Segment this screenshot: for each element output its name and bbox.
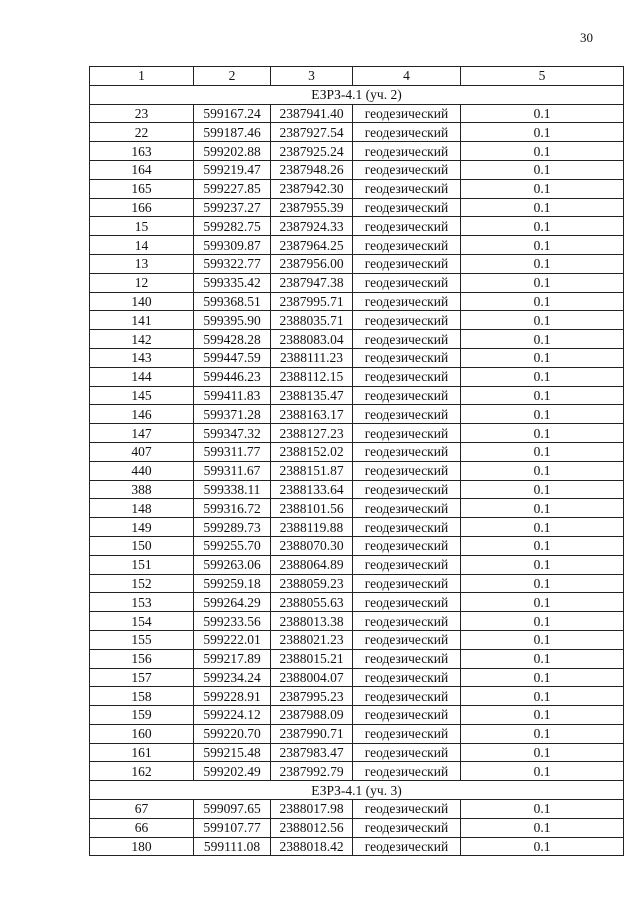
coordinate-y: 2388101.56 bbox=[271, 499, 353, 518]
method: геодезический bbox=[353, 292, 461, 311]
method: геодезический bbox=[353, 367, 461, 386]
point-number: 23 bbox=[90, 104, 194, 123]
coordinate-x: 599187.46 bbox=[194, 123, 271, 142]
table-row bbox=[90, 367, 624, 386]
coordinate-y: 2388163.17 bbox=[271, 405, 353, 424]
method: геодезический bbox=[353, 311, 461, 330]
coordinate-x: 599167.24 bbox=[194, 104, 271, 123]
page-number: 30 bbox=[580, 30, 593, 45]
table-row bbox=[90, 499, 624, 518]
coordinate-x: 599219.47 bbox=[194, 160, 271, 179]
accuracy: 0.1 bbox=[461, 198, 624, 217]
coordinate-y: 2388035.71 bbox=[271, 311, 353, 330]
table-row bbox=[90, 762, 624, 781]
section-title-row bbox=[90, 781, 624, 800]
accuracy: 0.1 bbox=[461, 311, 624, 330]
coordinate-x: 599338.11 bbox=[194, 480, 271, 499]
coordinate-x: 599311.67 bbox=[194, 461, 271, 480]
coordinate-y: 2388152.02 bbox=[271, 442, 353, 461]
point-number: 165 bbox=[90, 179, 194, 198]
section-title: ЕЗРЗ-4.1 (уч. 3) bbox=[90, 781, 624, 800]
accuracy: 0.1 bbox=[461, 236, 624, 255]
table-row bbox=[90, 724, 624, 743]
table-row bbox=[90, 311, 624, 330]
method: геодезический bbox=[353, 762, 461, 781]
accuracy: 0.1 bbox=[461, 612, 624, 631]
coordinate-x: 599228.91 bbox=[194, 687, 271, 706]
accuracy: 0.1 bbox=[461, 254, 624, 273]
point-number: 66 bbox=[90, 818, 194, 837]
table-row bbox=[90, 160, 624, 179]
point-number: 152 bbox=[90, 574, 194, 593]
coordinate-y: 2387995.23 bbox=[271, 687, 353, 706]
coordinate-x: 599316.72 bbox=[194, 499, 271, 518]
point-number: 154 bbox=[90, 612, 194, 631]
coordinate-y: 2387948.26 bbox=[271, 160, 353, 179]
column-header: 1 bbox=[90, 67, 194, 86]
coordinate-y: 2387947.38 bbox=[271, 273, 353, 292]
coordinate-y: 2388111.23 bbox=[271, 348, 353, 367]
coordinate-x: 599107.77 bbox=[194, 818, 271, 837]
method: геодезический bbox=[353, 386, 461, 405]
point-number: 157 bbox=[90, 668, 194, 687]
accuracy: 0.1 bbox=[461, 405, 624, 424]
method: геодезический bbox=[353, 348, 461, 367]
table-row bbox=[90, 273, 624, 292]
accuracy: 0.1 bbox=[461, 330, 624, 349]
method: геодезический bbox=[353, 536, 461, 555]
method: геодезический bbox=[353, 123, 461, 142]
table-row bbox=[90, 179, 624, 198]
method: геодезический bbox=[353, 480, 461, 499]
point-number: 141 bbox=[90, 311, 194, 330]
section-title: ЕЗРЗ-4.1 (уч. 2) bbox=[90, 85, 624, 104]
method: геодезический bbox=[353, 236, 461, 255]
table-row bbox=[90, 254, 624, 273]
header-row bbox=[90, 67, 624, 86]
method: геодезический bbox=[353, 593, 461, 612]
coordinate-x: 599428.28 bbox=[194, 330, 271, 349]
method: геодезический bbox=[353, 254, 461, 273]
accuracy: 0.1 bbox=[461, 687, 624, 706]
table-row bbox=[90, 800, 624, 819]
accuracy: 0.1 bbox=[461, 273, 624, 292]
table-row bbox=[90, 198, 624, 217]
coordinate-y: 2388151.87 bbox=[271, 461, 353, 480]
accuracy: 0.1 bbox=[461, 348, 624, 367]
point-number: 155 bbox=[90, 630, 194, 649]
coordinate-y: 2387924.33 bbox=[271, 217, 353, 236]
coordinate-y: 2388070.30 bbox=[271, 536, 353, 555]
point-number: 166 bbox=[90, 198, 194, 217]
method: геодезический bbox=[353, 518, 461, 537]
coordinate-y: 2387995.71 bbox=[271, 292, 353, 311]
coordinate-x: 599217.89 bbox=[194, 649, 271, 668]
accuracy: 0.1 bbox=[461, 724, 624, 743]
coordinate-y: 2388112.15 bbox=[271, 367, 353, 386]
point-number: 153 bbox=[90, 593, 194, 612]
table-row bbox=[90, 593, 624, 612]
coordinate-x: 599220.70 bbox=[194, 724, 271, 743]
method: геодезический bbox=[353, 837, 461, 856]
coordinate-y: 2388059.23 bbox=[271, 574, 353, 593]
method: геодезический bbox=[353, 574, 461, 593]
accuracy: 0.1 bbox=[461, 555, 624, 574]
coordinate-y: 2388021.23 bbox=[271, 630, 353, 649]
column-header: 5 bbox=[461, 67, 624, 86]
coordinate-y: 2387983.47 bbox=[271, 743, 353, 762]
point-number: 149 bbox=[90, 518, 194, 537]
table-row bbox=[90, 424, 624, 443]
point-number: 143 bbox=[90, 348, 194, 367]
table-row bbox=[90, 518, 624, 537]
coordinate-y: 2388119.88 bbox=[271, 518, 353, 537]
method: геодезический bbox=[353, 612, 461, 631]
coordinate-x: 599335.42 bbox=[194, 273, 271, 292]
coordinate-y: 2388013.38 bbox=[271, 612, 353, 631]
point-number: 15 bbox=[90, 217, 194, 236]
table-row bbox=[90, 818, 624, 837]
table-row bbox=[90, 348, 624, 367]
column-header: 2 bbox=[194, 67, 271, 86]
accuracy: 0.1 bbox=[461, 461, 624, 480]
accuracy: 0.1 bbox=[461, 574, 624, 593]
point-number: 162 bbox=[90, 762, 194, 781]
method: геодезический bbox=[353, 424, 461, 443]
accuracy: 0.1 bbox=[461, 706, 624, 725]
coordinate-y: 2388064.89 bbox=[271, 555, 353, 574]
table-row bbox=[90, 574, 624, 593]
accuracy: 0.1 bbox=[461, 179, 624, 198]
column-header: 4 bbox=[353, 67, 461, 86]
accuracy: 0.1 bbox=[461, 837, 624, 856]
point-number: 161 bbox=[90, 743, 194, 762]
point-number: 13 bbox=[90, 254, 194, 273]
table-row bbox=[90, 123, 624, 142]
table-row bbox=[90, 480, 624, 499]
point-number: 150 bbox=[90, 536, 194, 555]
coordinate-x: 599202.49 bbox=[194, 762, 271, 781]
coordinate-y: 2387955.39 bbox=[271, 198, 353, 217]
accuracy: 0.1 bbox=[461, 762, 624, 781]
coordinate-x: 599234.24 bbox=[194, 668, 271, 687]
coordinate-x: 599111.08 bbox=[194, 837, 271, 856]
method: геодезический bbox=[353, 668, 461, 687]
method: геодезический bbox=[353, 687, 461, 706]
table-row bbox=[90, 668, 624, 687]
coordinate-x: 599309.87 bbox=[194, 236, 271, 255]
accuracy: 0.1 bbox=[461, 142, 624, 161]
coordinate-y: 2388017.98 bbox=[271, 800, 353, 819]
coordinate-y: 2388133.64 bbox=[271, 480, 353, 499]
table-body bbox=[90, 85, 624, 856]
table-row bbox=[90, 743, 624, 762]
coordinate-y: 2387964.25 bbox=[271, 236, 353, 255]
section-title-row bbox=[90, 85, 624, 104]
coordinate-x: 599371.28 bbox=[194, 405, 271, 424]
table-row bbox=[90, 461, 624, 480]
point-number: 144 bbox=[90, 367, 194, 386]
accuracy: 0.1 bbox=[461, 217, 624, 236]
coordinate-y: 2387992.79 bbox=[271, 762, 353, 781]
table-row bbox=[90, 217, 624, 236]
point-number: 158 bbox=[90, 687, 194, 706]
table-row bbox=[90, 142, 624, 161]
method: геодезический bbox=[353, 330, 461, 349]
accuracy: 0.1 bbox=[461, 630, 624, 649]
table-row bbox=[90, 630, 624, 649]
point-number: 156 bbox=[90, 649, 194, 668]
table-row bbox=[90, 612, 624, 631]
coordinate-y: 2388015.21 bbox=[271, 649, 353, 668]
accuracy: 0.1 bbox=[461, 743, 624, 762]
point-number: 440 bbox=[90, 461, 194, 480]
accuracy: 0.1 bbox=[461, 480, 624, 499]
accuracy: 0.1 bbox=[461, 386, 624, 405]
coordinate-x: 599411.83 bbox=[194, 386, 271, 405]
point-number: 22 bbox=[90, 123, 194, 142]
point-number: 146 bbox=[90, 405, 194, 424]
point-number: 180 bbox=[90, 837, 194, 856]
method: геодезический bbox=[353, 724, 461, 743]
coordinate-y: 2388135.47 bbox=[271, 386, 353, 405]
table-row bbox=[90, 555, 624, 574]
coordinate-x: 599289.73 bbox=[194, 518, 271, 537]
point-number: 147 bbox=[90, 424, 194, 443]
point-number: 164 bbox=[90, 160, 194, 179]
coordinate-y: 2388055.63 bbox=[271, 593, 353, 612]
coordinate-y: 2387956.00 bbox=[271, 254, 353, 273]
coordinate-y: 2387990.71 bbox=[271, 724, 353, 743]
coordinate-y: 2388018.42 bbox=[271, 837, 353, 856]
coordinate-x: 599097.65 bbox=[194, 800, 271, 819]
accuracy: 0.1 bbox=[461, 593, 624, 612]
point-number: 140 bbox=[90, 292, 194, 311]
coordinate-x: 599282.75 bbox=[194, 217, 271, 236]
method: геодезический bbox=[353, 179, 461, 198]
method: геодезический bbox=[353, 818, 461, 837]
coordinate-x: 599202.88 bbox=[194, 142, 271, 161]
accuracy: 0.1 bbox=[461, 518, 624, 537]
method: геодезический bbox=[353, 104, 461, 123]
coordinate-x: 599222.01 bbox=[194, 630, 271, 649]
coordinate-y: 2387941.40 bbox=[271, 104, 353, 123]
method: геодезический bbox=[353, 555, 461, 574]
coordinate-x: 599368.51 bbox=[194, 292, 271, 311]
point-number: 14 bbox=[90, 236, 194, 255]
accuracy: 0.1 bbox=[461, 536, 624, 555]
coordinate-x: 599233.56 bbox=[194, 612, 271, 631]
coordinate-y: 2388127.23 bbox=[271, 424, 353, 443]
accuracy: 0.1 bbox=[461, 424, 624, 443]
table-row bbox=[90, 706, 624, 725]
coordinate-y: 2388004.07 bbox=[271, 668, 353, 687]
coordinate-y: 2387925.24 bbox=[271, 142, 353, 161]
accuracy: 0.1 bbox=[461, 160, 624, 179]
table-row bbox=[90, 386, 624, 405]
coordinate-x: 599395.90 bbox=[194, 311, 271, 330]
method: геодезический bbox=[353, 442, 461, 461]
point-number: 163 bbox=[90, 142, 194, 161]
method: геодезический bbox=[353, 800, 461, 819]
coordinate-y: 2387988.09 bbox=[271, 706, 353, 725]
accuracy: 0.1 bbox=[461, 104, 624, 123]
coordinates-table bbox=[89, 66, 624, 856]
method: геодезический bbox=[353, 499, 461, 518]
table-row bbox=[90, 236, 624, 255]
method: геодезический bbox=[353, 630, 461, 649]
accuracy: 0.1 bbox=[461, 442, 624, 461]
accuracy: 0.1 bbox=[461, 292, 624, 311]
table-row bbox=[90, 687, 624, 706]
point-number: 142 bbox=[90, 330, 194, 349]
coordinate-x: 599347.32 bbox=[194, 424, 271, 443]
point-number: 12 bbox=[90, 273, 194, 292]
point-number: 407 bbox=[90, 442, 194, 461]
point-number: 388 bbox=[90, 480, 194, 499]
method: геодезический bbox=[353, 706, 461, 725]
method: геодезический bbox=[353, 160, 461, 179]
column-header: 3 bbox=[271, 67, 353, 86]
coordinate-y: 2387927.54 bbox=[271, 123, 353, 142]
point-number: 151 bbox=[90, 555, 194, 574]
table-row bbox=[90, 442, 624, 461]
coordinate-x: 599322.77 bbox=[194, 254, 271, 273]
accuracy: 0.1 bbox=[461, 123, 624, 142]
table-row bbox=[90, 405, 624, 424]
point-number: 67 bbox=[90, 800, 194, 819]
table-row bbox=[90, 837, 624, 856]
coordinate-x: 599446.23 bbox=[194, 367, 271, 386]
table-row bbox=[90, 649, 624, 668]
coordinate-y: 2387942.30 bbox=[271, 179, 353, 198]
method: геодезический bbox=[353, 273, 461, 292]
accuracy: 0.1 bbox=[461, 649, 624, 668]
point-number: 160 bbox=[90, 724, 194, 743]
point-number: 148 bbox=[90, 499, 194, 518]
method: геодезический bbox=[353, 198, 461, 217]
coordinate-x: 599224.12 bbox=[194, 706, 271, 725]
method: геодезический bbox=[353, 217, 461, 236]
method: геодезический bbox=[353, 743, 461, 762]
accuracy: 0.1 bbox=[461, 800, 624, 819]
table-row bbox=[90, 536, 624, 555]
coordinate-x: 599237.27 bbox=[194, 198, 271, 217]
coordinate-x: 599259.18 bbox=[194, 574, 271, 593]
method: геодезический bbox=[353, 142, 461, 161]
accuracy: 0.1 bbox=[461, 367, 624, 386]
table-row bbox=[90, 330, 624, 349]
coordinate-y: 2388012.56 bbox=[271, 818, 353, 837]
accuracy: 0.1 bbox=[461, 668, 624, 687]
coordinate-x: 599311.77 bbox=[194, 442, 271, 461]
point-number: 145 bbox=[90, 386, 194, 405]
table-row bbox=[90, 292, 624, 311]
table-row bbox=[90, 104, 624, 123]
coordinate-x: 599447.59 bbox=[194, 348, 271, 367]
coordinate-x: 599255.70 bbox=[194, 536, 271, 555]
method: геодезический bbox=[353, 461, 461, 480]
point-number: 159 bbox=[90, 706, 194, 725]
coordinate-x: 599215.48 bbox=[194, 743, 271, 762]
accuracy: 0.1 bbox=[461, 818, 624, 837]
coordinate-x: 599264.29 bbox=[194, 593, 271, 612]
coordinate-y: 2388083.04 bbox=[271, 330, 353, 349]
coordinate-x: 599227.85 bbox=[194, 179, 271, 198]
coordinate-x: 599263.06 bbox=[194, 555, 271, 574]
accuracy: 0.1 bbox=[461, 499, 624, 518]
method: геодезический bbox=[353, 405, 461, 424]
method: геодезический bbox=[353, 649, 461, 668]
